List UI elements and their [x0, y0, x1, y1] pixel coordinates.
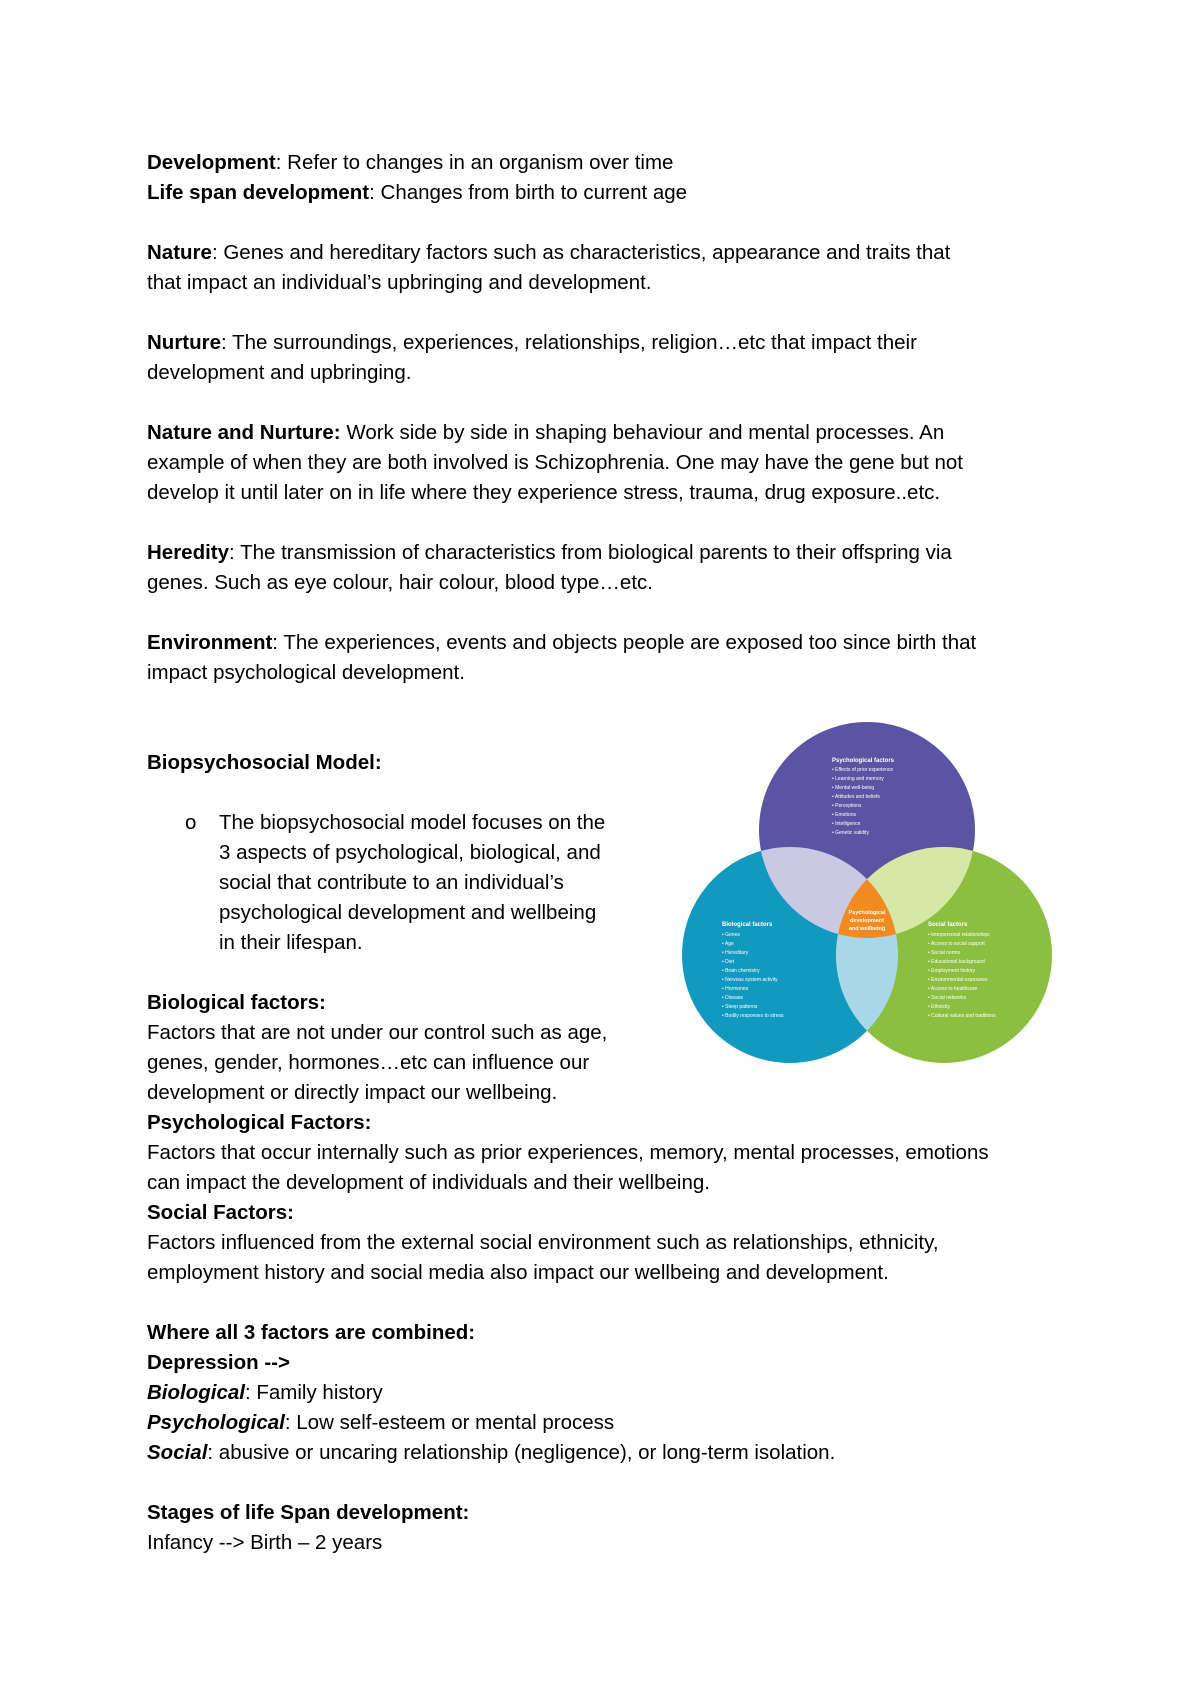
combined-example: Depression -->: [147, 1351, 290, 1374]
center-label-line: and wellbeing: [848, 926, 886, 932]
term-development: Development: [147, 151, 276, 174]
venn-item: • Access to healthcare: [928, 986, 978, 992]
venn-item: • Nervous system activity: [722, 977, 778, 983]
def-nurture: Nurture: The surroundings, experiences, relationships, religion…etc that impact their: [147, 331, 917, 354]
venn-item: • Social norms: [928, 950, 961, 956]
venn-item: • Disease: [722, 995, 744, 1001]
biological-heading: Biological factors:: [147, 991, 326, 1014]
venn-item: • Interpersonal relationships: [928, 932, 990, 938]
center-label-line: Psychological: [848, 910, 886, 916]
venn-item: • Sleep patterns: [722, 1004, 758, 1010]
stage-infancy: Infancy --> Birth – 2 years: [147, 1531, 383, 1554]
def-lifespan: Life span development: Changes from birth to current age: [147, 181, 688, 204]
venn-item: • Diet: [722, 959, 735, 965]
def-lifespan-text: Changes from birth to current age: [380, 181, 688, 204]
term-environment: Environment: [147, 631, 273, 654]
def-nature: Nature: Genes and hereditary factors such as characteristics, appearance and traits that: [147, 241, 951, 264]
venn-item: • Bodily responses to stress: [722, 1013, 784, 1019]
venn-item: • Hereditary: [722, 950, 749, 956]
bullet-mark: o: [185, 811, 197, 834]
venn-item: • Hormones: [722, 986, 749, 992]
document-body: Development: Refer to changes in an organism over time Life span development: Changes from birth to current age Nature: Genes and hereditary factors such as characteristics, appearance and traits that that impact an individual’s upbringing and development. Nurture: The surroundings, experiences, relationships, religion…etc that impact their development and upbringing. Nature and Nurture: Work side by side in shaping behaviour and mental processes. An example of when they are both involved is Schizophrenia. One may have the gene but not develop it until later on in life where they experience stress, trauma, drug exposure..etc. Heredity: The transmission of characteristics from biological parents to their offspring via genes. Such as eye colour, hair colour, blood type…etc. Environment: The experiences, events and objects people are exposed too since birth that impact psychological development. Biopsychosocial Model: o The biopsychosocial model focuses on the 3 aspects of psychological, biological, and social that contribute to an individual’s psychological development and wellbeing in their lifespan. Biological factors: Factors that are not under our control such as age, genes, gender, hormones…etc can influence our development or directly impact our wellbeing. Psychological Factors: Factors that occur internally such as prior experiences, memory, mental processes, emotions can impact the development of individuals and their wellbeing. Social Factors: Factors influenced from the external social environment such as relationships, ethnicity, employment history and social media also impact our wellbeing and development. Where all 3 factors are combined: Depression --> Biological: Family history Psychological: Low self-esteem or mental process Social: abusive or uncaring relationship (negligence), or long-term isolation. Stages of life Span development: Infancy --> Birth – 2 years: [147, 148, 1067, 1558]
def-development-text: Refer to changes in an organism over time: [287, 151, 674, 174]
term-nurture: Nurture: [147, 331, 222, 354]
term-heredity: Heredity: [147, 541, 230, 564]
stages-heading: Stages of life Span development:: [147, 1501, 470, 1524]
venn-item: • Social networks: [928, 995, 967, 1001]
biological-factors-title: Biological factors: [722, 922, 773, 928]
term-lifespan: Life span development: [147, 181, 370, 204]
social-heading: Social Factors:: [147, 1201, 294, 1224]
venn-item: • Emotions: [832, 812, 856, 818]
venn-item: • Genetic validity: [832, 830, 870, 836]
center-label-line: development: [850, 918, 884, 924]
def-development: Development: Refer to changes in an organism over time: [147, 151, 674, 174]
venn-item: • Age: [722, 941, 734, 947]
psychological-factors-title: Psychological factors: [832, 758, 895, 764]
social-factors-title: Social factors: [928, 922, 968, 928]
biopsychosocial-heading: Biopsychosocial Model:: [147, 751, 382, 774]
venn-item: • Employment history: [928, 968, 976, 974]
venn-item: • Brain chemistry: [722, 968, 760, 974]
venn-item: • Attitudes and beliefs: [832, 794, 880, 800]
term-nature: Nature: [147, 241, 212, 264]
def-heredity: Heredity: The transmission of characteristics from biological parents to their offspring via: [147, 541, 952, 564]
psychological-heading: Psychological Factors:: [147, 1111, 372, 1134]
venn-item: • Genes: [722, 932, 740, 938]
venn-item: • Effects of prior experience: [832, 767, 894, 773]
def-nature-nurture: Nature and Nurture: Work side by side in shaping behaviour and mental processes. An: [147, 421, 945, 444]
combined-item-psychological: Psychological: Low self-esteem or mental process: [147, 1411, 615, 1434]
venn-item: • Cultural values and traditions: [928, 1013, 996, 1019]
venn-item: • Intelligence: [832, 821, 861, 827]
bullet-item: o The biopsychosocial model focuses on the 3 aspects of psychological, biological, and social that contribute to an individual’s psychological development and wellbeing in their lifespan.: [147, 808, 719, 958]
venn-item: • Educational background: [928, 959, 985, 965]
venn-item: • Perceptions: [832, 803, 862, 809]
combined-item-biological: Biological: Family history: [147, 1381, 383, 1404]
venn-item: • Access to social support: [928, 941, 985, 947]
venn-item: • Learning and memory: [832, 776, 884, 782]
def-environment: Environment: The experiences, events and objects people are exposed too since birth that: [147, 631, 977, 654]
biopsychosocial-venn-diagram: [682, 720, 1052, 1065]
combined-heading: Where all 3 factors are combined:: [147, 1321, 476, 1344]
venn-item: • Ethnicity: [928, 1004, 951, 1010]
venn-item: • Environmental exposures: [928, 977, 988, 983]
term-nature-nurture: Nature and Nurture:: [147, 421, 341, 444]
venn-item: • Mental well-being: [832, 785, 875, 791]
combined-item-social: Social: abusive or uncaring relationship (negligence), or long-term isolation.: [147, 1441, 836, 1464]
